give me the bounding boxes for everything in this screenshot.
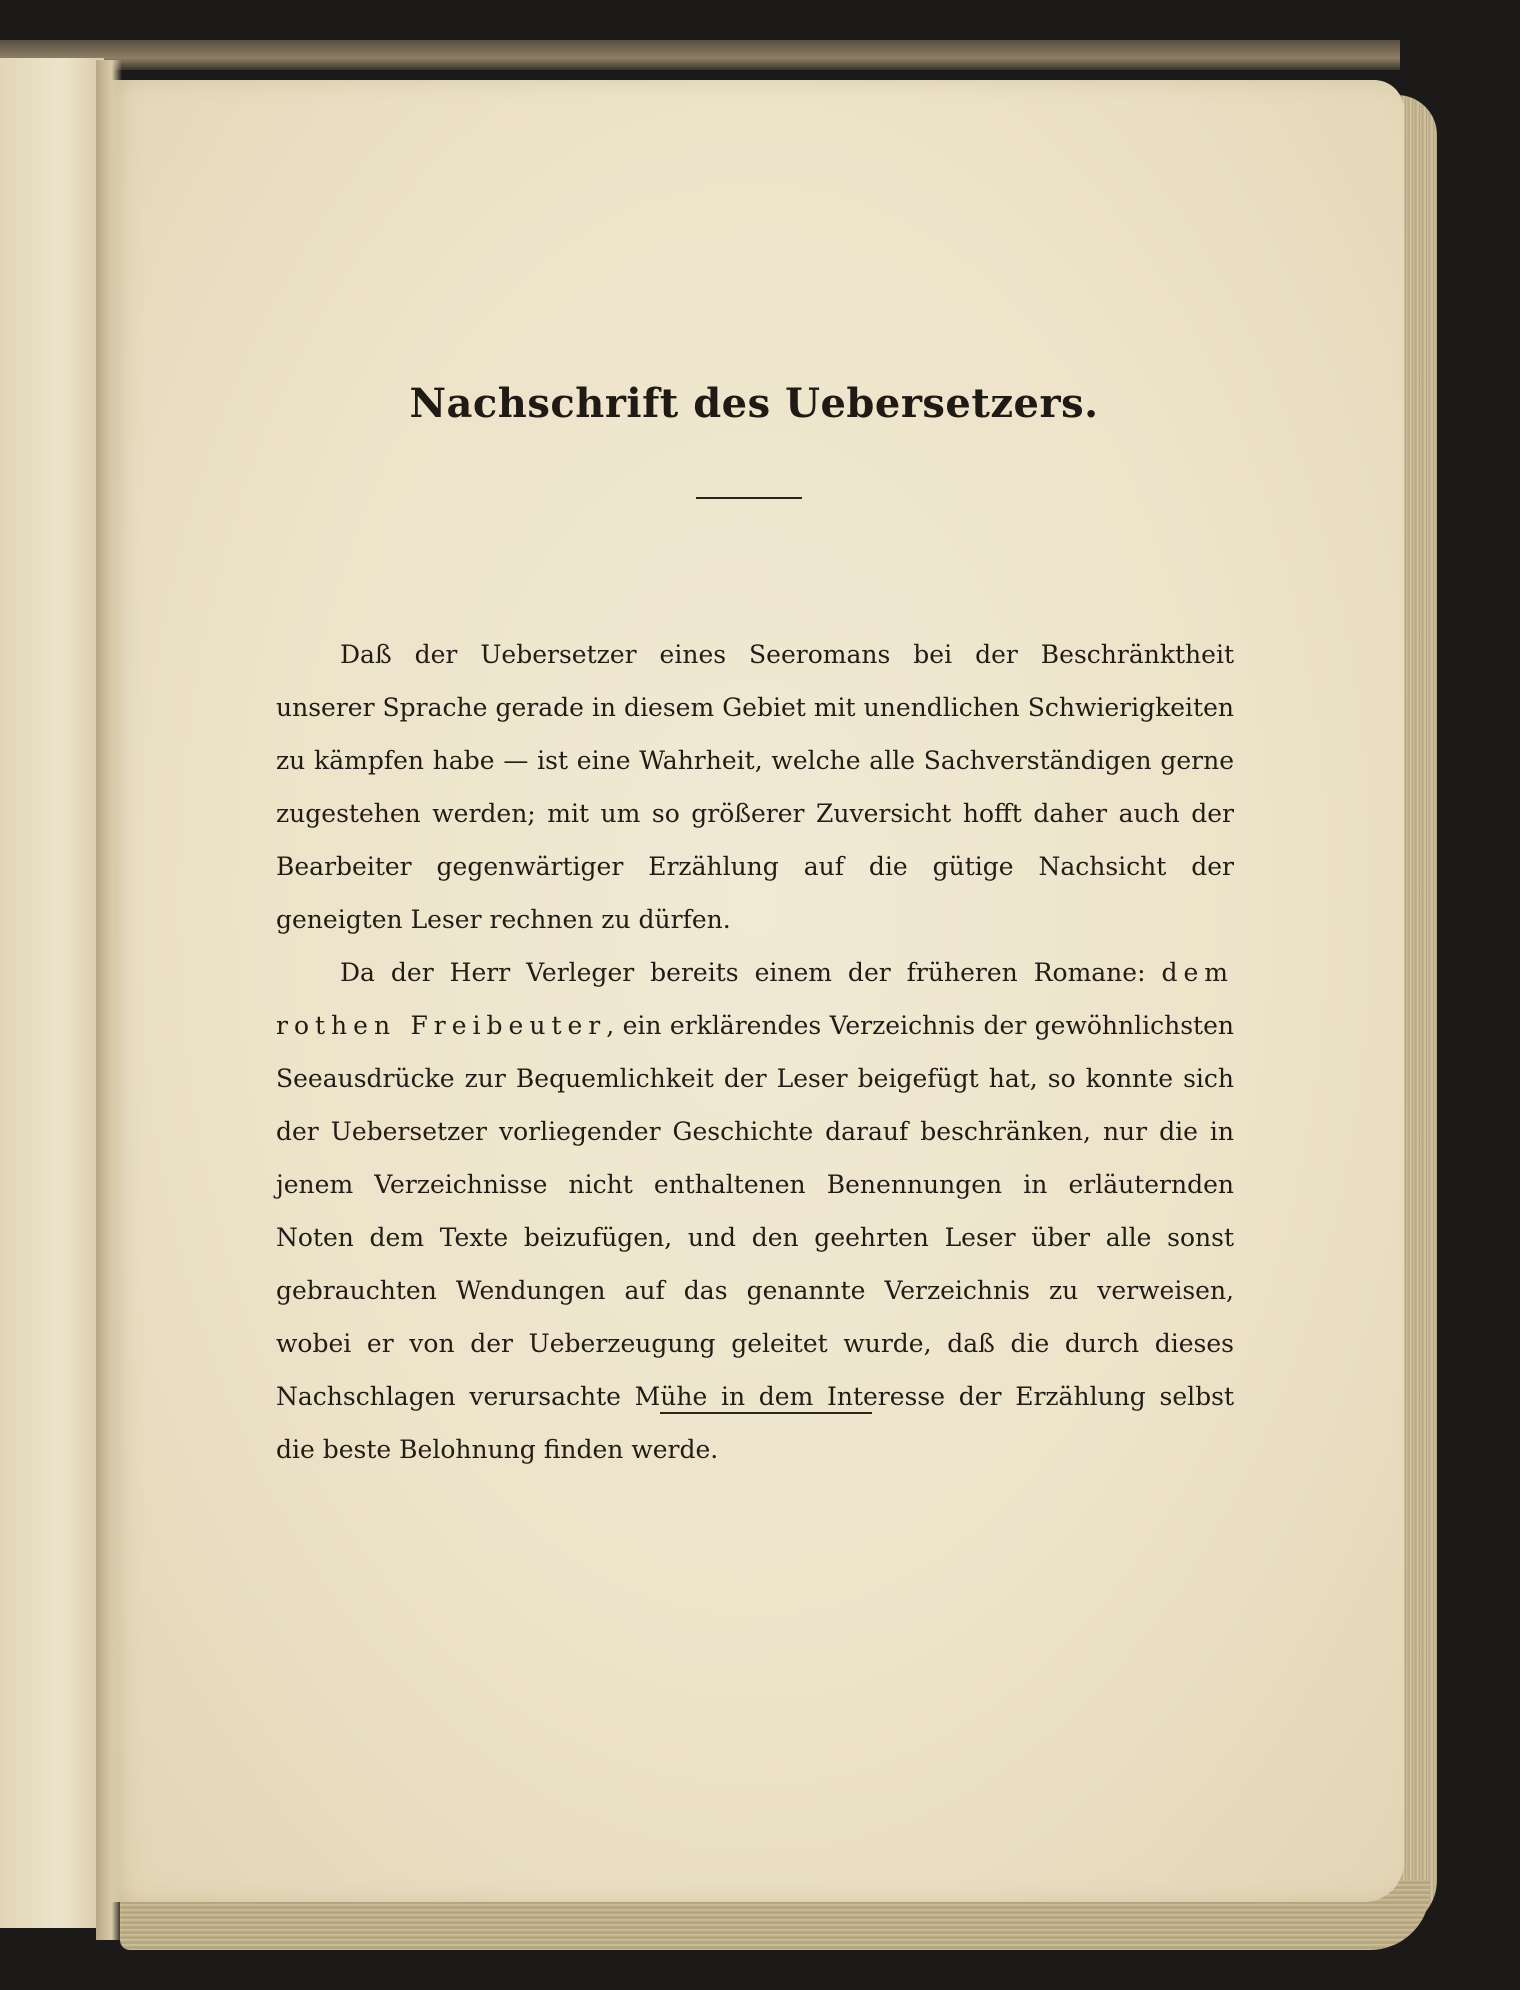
page-body [276, 628, 1234, 1476]
paragraph-1: Daß der Uebersetzer eines Seeromans bei der Beschränktheit unserer Sprache gerade in diesem Gebiet mit unendlichen Schwierigkeiten zu kämpfen habe — ist eine Wahrheit, welche alle Sachverständigen gerne zugestehen werden; mit um so größerer Zuversicht hofft daher auch der Bearbeiter gegenwärtiger Erzählung auf die gütige Nachsicht der geneigten Leser rechnen zu dürfen. [276, 640, 1234, 934]
left-page-margin [0, 58, 104, 1928]
paragraph-2-emphasis: dem rothen Freibeuter [276, 958, 1234, 1040]
paragraph-2-start: Da der Herr Verleger bereits einem der früheren Romane: [340, 958, 1162, 987]
book-top-edge [0, 40, 1400, 70]
end-divider [660, 1412, 872, 1414]
title-divider [696, 497, 802, 499]
spine-shadow [96, 60, 122, 1940]
book-page [104, 80, 1404, 1902]
paragraph-2-end: , ein erklärendes Verzeichnis der gewöhnlichsten Seeausdrücke zur Bequemlichkeit der Leser beigefügt hat, so konnte sich der Uebersetzer vorliegender Geschichte darauf beschränken, nur die in jenem Verzeichnisse nicht enthaltenen Benennungen in erläuternden Noten dem Texte beizufügen, und den geehrten Leser über alle sonst gebrauchten Wendungen auf das genannte Verzeichnis zu verweisen, wobei er von der Ueberzeugung geleitet wurde, daß die durch dieses Nachschlagen verursachte Mühe in dem Interesse der Erzählung selbst die beste Belohnung finden werde. [276, 1011, 1234, 1464]
paragraph-2 [276, 946, 1234, 1476]
page-title: Nachschrift des Uebersetzers. [409, 380, 1099, 427]
